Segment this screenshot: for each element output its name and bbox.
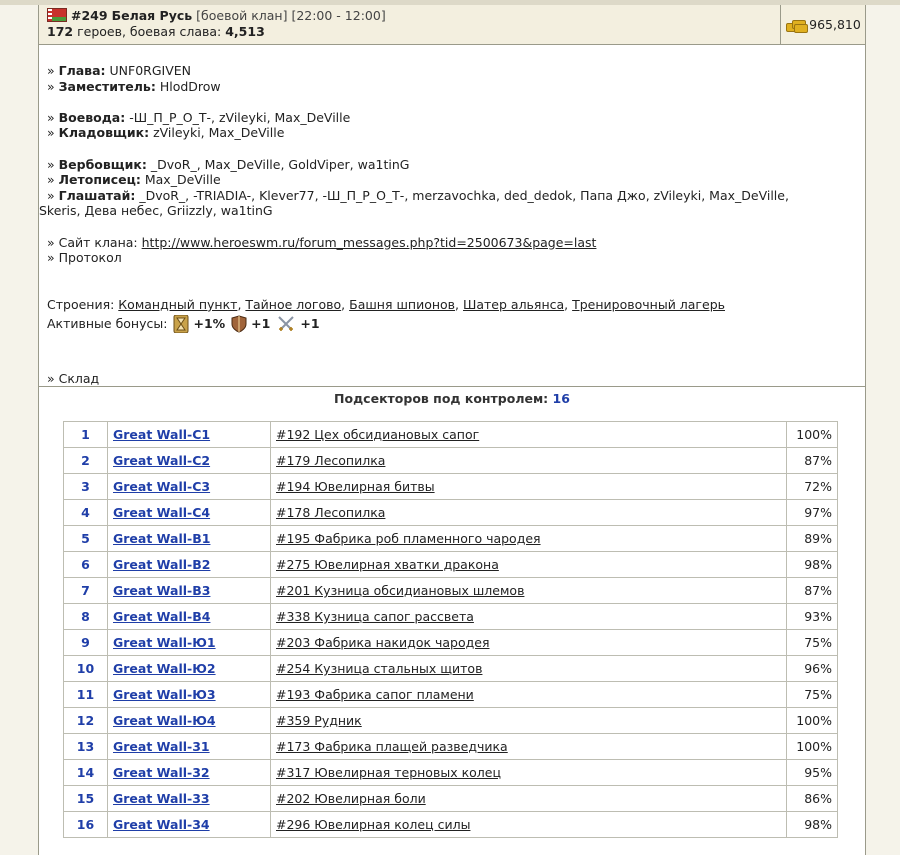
facility-link[interactable]: #193 Фабрика сапог пламени [276,687,474,702]
table-row [64,474,838,500]
deputy-label: Заместитель: [58,78,156,94]
deputy-value: HlodDrow [159,78,221,94]
table-row [64,630,838,656]
control-percent: 93% [787,604,838,630]
battle-glory: 4,513 [225,24,265,39]
clan-panel [38,5,866,855]
row-number: 5 [64,526,108,552]
control-percent: 75% [787,630,838,656]
sector-link[interactable]: Great Wall-B2 [113,557,211,572]
subsectors-table [63,421,838,838]
control-percent: 95% [787,760,838,786]
facility-link[interactable]: #173 Фабрика плащей разведчика [276,739,508,754]
facility-link[interactable]: #192 Цех обсидиановых сапог [276,427,480,442]
clan-gold [780,5,866,44]
facility-cell [271,760,787,786]
clan-time: [22:00 - 12:00] [291,8,386,23]
facility-link[interactable]: #338 Кузница сапог рассвета [276,609,474,624]
control-percent: 98% [787,552,838,578]
facility-cell [271,708,787,734]
sector-cell [108,578,271,604]
facility-cell [271,734,787,760]
buildings-row: Строения: Командный пункт, Тайное логово, Башня шпионов, Шатер альянса, Тренировочный лагерь [47,296,725,312]
herald-value-1: _DvoR_, -TRIADIA-, Klever77, -Ш_П_Р_О_Т-, merzavochka, ded_dedok, Папа Джо, zVileyki, Max_DeVille, [139,187,789,203]
head-row: » Глава: UNF0RGIVEN [47,63,192,78]
row-number: 6 [64,552,108,578]
subsectors-table-body [64,422,838,838]
table-row [64,812,838,838]
bonus-value: +1% [193,315,226,331]
site-label: Сайт клана: [58,234,138,250]
building-alliance-tent[interactable]: Шатер альянса [463,296,565,312]
table-row [64,682,838,708]
control-percent: 100% [787,734,838,760]
row-number: 8 [64,604,108,630]
control-percent: 98% [787,812,838,838]
sector-link[interactable]: Great Wall-34 [113,817,210,832]
subsectors-count: 16 [552,391,570,406]
voevoda-label: Воевода: [58,109,126,125]
table-row [64,526,838,552]
sector-cell [108,500,271,526]
sector-link[interactable]: Great Wall-Ю2 [113,661,216,676]
table-row [64,500,838,526]
voevoda-row: » Воевода: -Ш_П_Р_О_Т-, zVileyki, Max_DeVille [47,109,351,125]
row-number: 4 [64,500,108,526]
protocol-row: » Протокол [47,250,122,266]
subsectors-title-text: Подсекторов под контролем: [334,391,549,406]
table-row [64,708,838,734]
keeper-value: zVileyki, Max_DeVille [153,125,285,141]
sector-link[interactable]: Great Wall-33 [113,791,210,806]
facility-cell [271,474,787,500]
row-number: 3 [64,474,108,500]
sector-cell [108,422,271,448]
facility-cell [271,656,787,682]
table-row [64,786,838,812]
facility-cell [271,422,787,448]
control-percent: 87% [787,448,838,474]
sector-link[interactable]: Great Wall-B4 [113,609,211,624]
row-number: 10 [64,656,108,682]
sector-link[interactable]: Great Wall-31 [113,739,210,754]
facility-link[interactable]: #317 Ювелирная терновых колец [276,765,501,780]
sector-cell [108,552,271,578]
sector-link[interactable]: Great Wall-Ю1 [113,635,216,650]
row-number: 12 [64,708,108,734]
sector-link[interactable]: Great Wall-C1 [113,427,211,442]
sector-cell [108,448,271,474]
bonus-value: +1 [300,315,320,331]
facility-link[interactable]: #202 Ювелирная боли [276,791,426,806]
control-percent: 87% [787,578,838,604]
active-bonuses [47,313,862,335]
bonus-value: +1 [251,315,271,331]
facility-cell [271,604,787,630]
sector-cell [108,812,271,838]
facility-cell [271,630,787,656]
table-row [64,734,838,760]
sector-cell [108,474,271,500]
shield-icon [231,315,247,333]
bonus-item [231,315,270,333]
sector-cell [108,630,271,656]
site-row: » Сайт клана: http://www.heroeswm.ru/forum_messages.php?tid=2500673&page=last [47,234,597,250]
chronicler-label: Летописец: [58,172,141,188]
control-percent: 89% [787,526,838,552]
sector-cell [108,708,271,734]
facility-link[interactable]: #178 Лесопилка [276,505,386,520]
hourglass-icon [173,315,189,333]
facility-link[interactable]: #254 Кузница стальных щитов [276,661,483,676]
sector-cell [108,656,271,682]
building-command-post[interactable]: Командный пункт [118,296,238,312]
recruiter-row: » Вербовщик: _DvoR_, Max_DeVille, GoldViper, wa1tinG [47,156,410,172]
keeper-row: » Кладовщик: zVileyki, Max_DeVille [47,125,285,141]
buildings-label: Строения: [47,296,115,312]
keeper-label: Кладовщик: [58,125,150,141]
subsectors-title [39,391,865,406]
voevoda-value: -Ш_П_Р_О_Т-, zVileyki, Max_DeVille [129,109,351,125]
facility-cell [271,786,787,812]
facility-cell [271,448,787,474]
table-row [64,578,838,604]
chronicler-row: » Летописец: Max_DeVille [47,172,221,188]
facility-link[interactable]: #179 Лесопилка [276,453,386,468]
storage-row: » Склад [47,370,100,386]
row-number: 16 [64,812,108,838]
recruiter-label: Вербовщик: [58,156,147,172]
bonus-item [276,315,319,333]
herald-label: Глашатай: [58,187,136,203]
facility-link[interactable]: #194 Ювелирная битвы [276,479,435,494]
control-percent: 97% [787,500,838,526]
clan-type: [боевой клан] [196,8,288,23]
facility-cell [271,526,787,552]
sector-cell [108,682,271,708]
recruiter-value: _DvoR_, Max_DeVille, GoldViper, wa1tinG [150,156,410,172]
bonuses-label: Активные бонусы: [47,315,168,331]
heroes-count: 172 [47,24,74,39]
head-label: Глава: [58,63,106,78]
row-number: 11 [64,682,108,708]
clan-flag-icon [47,8,67,22]
clan-header [39,5,865,45]
table-row [64,604,838,630]
herald-row: » Глашатай: _DvoR_, -TRIADIA-, Klever77, -Ш_П_Р_О_Т-, merzavochka, ded_dedok, Папа Джо, zVileyki, Max_DeVille, [47,187,789,203]
sector-link[interactable]: Great Wall-C3 [113,479,211,494]
sector-link[interactable]: Great Wall-C4 [113,505,211,520]
building-secret-lair[interactable]: Тайное логово [245,296,342,312]
protocol-link[interactable]: Протокол [58,250,122,266]
facility-cell [271,812,787,838]
facility-cell [271,682,787,708]
herald-row-cont: Skeris, Дева небес, Griizzly, wa1tinG [39,203,273,219]
sector-cell [108,734,271,760]
clan-site-link[interactable]: http://www.heroeswm.ru/forum_messages.php?tid=2500673&page=last [141,234,597,250]
control-percent: 100% [787,422,838,448]
row-number: 13 [64,734,108,760]
sector-link[interactable]: Great Wall-B3 [113,583,211,598]
deputy-row: » Заместитель: HlodDrow [47,78,221,94]
table-row [64,656,838,682]
sector-cell [108,604,271,630]
heroes-text: героев, боевая слава: [77,24,222,39]
facility-link[interactable]: #275 Ювелирная хватки дракона [276,557,499,572]
control-percent: 72% [787,474,838,500]
sector-link[interactable]: Great Wall-Ю4 [113,713,216,728]
row-number: 1 [64,422,108,448]
facility-cell [271,500,787,526]
chronicler-value: Max_DeVille [144,172,221,188]
facility-link[interactable]: #201 Кузница обсидиановых шлемов [276,583,525,598]
control-percent: 100% [787,708,838,734]
facility-link[interactable]: #195 Фабрика роб пламенного чародея [276,531,541,546]
control-percent: 86% [787,786,838,812]
sector-link[interactable]: Great Wall-B1 [113,531,211,546]
facility-link[interactable]: #203 Фабрика накидок чародея [276,635,490,650]
table-row [64,760,838,786]
sector-cell [108,786,271,812]
building-training-camp[interactable]: Тренировочный лагерь [572,296,725,312]
row-number: 14 [64,760,108,786]
table-row [64,422,838,448]
control-percent: 96% [787,656,838,682]
crossed-swords-icon [276,315,296,333]
clan-info [39,63,862,386]
row-number: 7 [64,578,108,604]
row-number: 2 [64,448,108,474]
facility-cell [271,578,787,604]
sector-link[interactable]: Great Wall-C2 [113,453,211,468]
sector-link[interactable]: Great Wall-Ю3 [113,687,216,702]
building-spy-tower[interactable]: Башня шпионов [349,296,456,312]
gold-icon [786,19,806,31]
row-number: 15 [64,786,108,812]
sector-link[interactable]: Great Wall-32 [113,765,210,780]
facility-link[interactable]: #296 Ювелирная колец силы [276,817,471,832]
sector-cell [108,760,271,786]
storage-link[interactable]: Склад [58,370,100,386]
row-number: 9 [64,630,108,656]
sector-cell [108,526,271,552]
table-row [64,552,838,578]
gold-amount: 965,810 [809,17,861,32]
control-percent: 75% [787,682,838,708]
clan-header-info [47,8,386,40]
facility-link[interactable]: #359 Рудник [276,713,362,728]
head-value: UNF0RGIVEN [109,63,192,78]
section-divider [39,386,865,387]
clan-number: #249 [71,8,108,23]
bonus-item [173,315,225,333]
table-row [64,448,838,474]
facility-cell [271,552,787,578]
clan-name: Белая Русь [111,8,193,23]
